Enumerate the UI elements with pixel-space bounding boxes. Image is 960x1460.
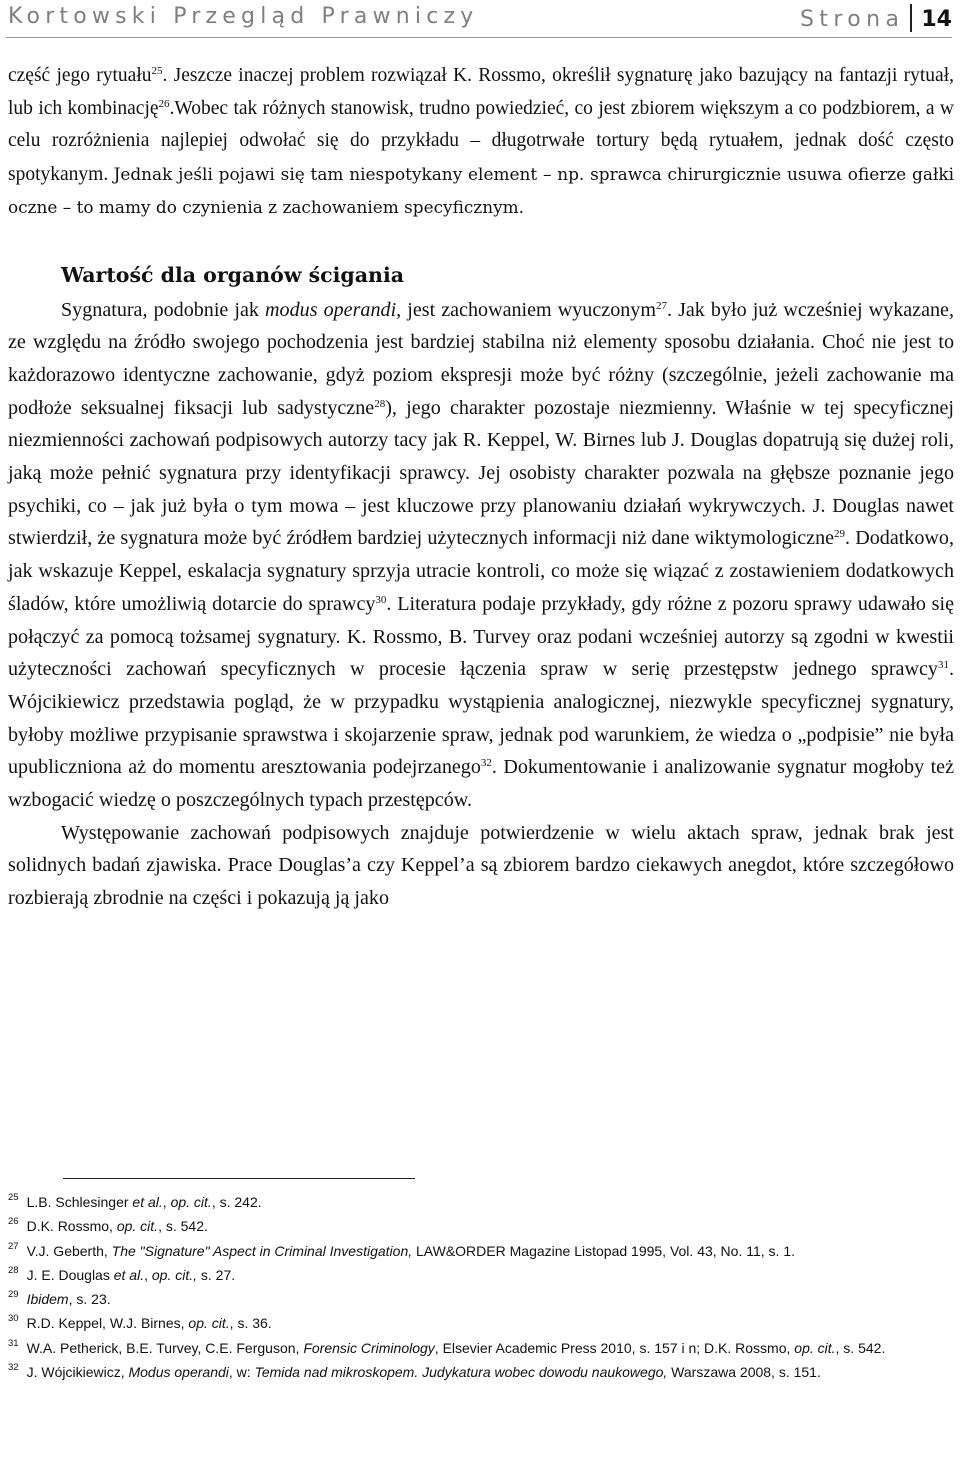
paragraph-1	[8, 60, 954, 225]
footnote-number: 31	[8, 1337, 19, 1349]
text-span: W.A. Petherick, B.E. Turvey, C.E. Ferguson,	[26, 1339, 304, 1356]
text-span: . Dodatkowo, jak wskazuje Keppel, eskalacja sygnatury sprzyja utracie kontroli, co może się wiązać z zostawieniem dodatkowych śladów, które umożliwią dotarcie do sprawcy	[8, 527, 955, 615]
text-span: , s. 542.	[158, 1218, 208, 1235]
footnotes	[8, 1190, 956, 1384]
text-span: et al.	[113, 1266, 145, 1283]
text-span: . Jeszcze inaczej problem rozwiązał K. Rossmo, określił sygnaturę jako bazujący na fantazji rytuał, lub ich kombinację	[8, 65, 954, 119]
footnote-ref[interactable]: 28	[374, 397, 386, 410]
text-span: ,	[144, 1266, 152, 1283]
header-rule	[6, 37, 952, 38]
footnote	[8, 1360, 956, 1384]
footnote	[8, 1190, 956, 1214]
main-text	[8, 60, 954, 915]
text-span: . Wójcikiewicz przedstawia pogląd, że w przypadku wystąpienia analogicznej, niezwykle specyficznej sygnatury, byłoby możliwe przypisanie sprawstwa i skojarzenie spraw, jednak pod warunkiem, że wiedza o „podpisie” nie była upubliczniona aż do momentu aresztowania podejrzanego	[8, 658, 954, 779]
text-span: op. cit.	[116, 1218, 159, 1235]
footnote-number: 26	[8, 1216, 19, 1228]
text-span: J. E. Douglas	[26, 1266, 114, 1283]
footnote-number: 30	[8, 1313, 19, 1325]
text-span: , s. 23.	[68, 1291, 111, 1308]
footnote	[8, 1336, 956, 1360]
footnote-separator	[63, 1178, 415, 1179]
text-span: modus operandi,	[265, 298, 402, 321]
text-span: , s. 36.	[229, 1315, 272, 1332]
page-label: Strona	[799, 7, 905, 32]
footnote-ref[interactable]: 30	[375, 593, 387, 606]
text-span: część jego rytuału	[8, 65, 152, 86]
text-span: The "Signature" Aspect in Criminal Investigation,	[111, 1242, 413, 1259]
text-span: , s. 542.	[835, 1339, 886, 1356]
text-span: Ibidem	[26, 1291, 69, 1308]
text-span: , s. 242.	[211, 1194, 262, 1210]
text-span: ,	[162, 1194, 171, 1210]
paragraph-2	[8, 294, 954, 817]
text-span: jest zachowaniem wyuczonym	[401, 298, 656, 321]
footnote-number: 29	[8, 1289, 19, 1301]
text-span: Forensic Criminology	[303, 1339, 435, 1356]
footnote-ref[interactable]: 32	[480, 757, 492, 770]
footnote-ref[interactable]: 26	[158, 97, 170, 110]
text-span: Choć nie jest to każdorazowo identyczne zachowanie, gdyż poziom ekspresji może być różny (szczególnie, jeżeli zachowanie ma podłoże seksualnej fiksacji lub sadystyczne	[8, 331, 954, 419]
section-heading: Wartość dla organów ścigania	[61, 262, 405, 287]
footnote	[8, 1263, 956, 1287]
text-span: , w:	[228, 1364, 255, 1381]
text-span: Jednak jeśli pojawi się tam niespotykany element – np. sprawca chirurgicznie usuwa ofierze gałki oczne – to mamy do czynienia z zachowaniem specyficznym.	[8, 163, 954, 217]
footnote-ref[interactable]: 25	[151, 65, 163, 77]
text-span: V.J. Geberth,	[26, 1242, 112, 1259]
text-span: et al.	[132, 1194, 163, 1210]
text-span: R.D. Keppel, W.J. Birnes,	[26, 1315, 189, 1332]
footnote	[8, 1239, 956, 1263]
text-span: op. cit.	[794, 1339, 836, 1356]
journal-title: Kortowski Przegląd Prawniczy	[8, 4, 479, 29]
footnote-ref[interactable]: 27	[655, 299, 667, 312]
text-span: .Wobec tak różnych stanowisk, trudno powiedzieć, co jest zbiorem większym a co podzbiorem, a w celu rozróżnienia najlepiej odwołać się do przykładu – długotrwałe tortury będą rytuałem, jednak dość często spotykanym.	[8, 97, 954, 185]
text-span: . Jak było już wcześniej wykazane, ze względu na źródło swojego pochodzenia jest bardziej stabilna niż elementy sposobu działania.	[8, 298, 954, 354]
footnote	[8, 1214, 956, 1238]
paragraph-3: Występowanie zachowań podpisowych znajduje potwierdzenie w wielu aktach spraw, jednak brak jest solidnych badań zjawiska. Prace Douglas’a czy Keppel’a są zbiorem bardzo ciekawych anegdot, które szczegółowo rozbierają zbrodnie na części i pokazują ją jako	[8, 821, 954, 910]
page-indicator	[800, 4, 952, 32]
footnote-number: 27	[8, 1240, 19, 1252]
text-span: Sygnatura, podobnie jak	[61, 298, 266, 321]
text-span: Modus operandi	[128, 1364, 229, 1381]
text-span: L.B. Schlesinger	[26, 1194, 133, 1210]
text-span: s. 27.	[197, 1266, 236, 1283]
footnote-ref[interactable]: 31	[937, 659, 949, 672]
text-span: LAW&ORDER Magazine Listopad 1995, Vol. 43, No. 11, s. 1.	[412, 1242, 795, 1259]
footnote-number: 32	[8, 1362, 19, 1374]
page-number: 14	[921, 7, 952, 32]
footnote-number: 25	[8, 1192, 19, 1203]
footnote	[8, 1287, 956, 1311]
text-span: Temida nad mikroskopem. Judykatura wobec dowodu naukowego,	[254, 1364, 668, 1381]
text-span: . Dokumentowanie i analizowanie sygnatur mogłoby też wzbogacić wiedzę o poszczególnych typach przestępców.	[8, 756, 954, 812]
text-span: op. cit.,	[151, 1266, 198, 1283]
footnote-number: 28	[8, 1264, 19, 1276]
text-span: ), jego charakter pozostaje niezmienny. Właśnie w tej specyficznej niezmienności zachowań podpisowych autorzy tacy jak R. Keppel, W. Birnes lub J. Douglas dopatrują się dużej roli, jaką może pełnić sygnatura przy identyfikacji sprawcy. Jej osobisty charakter pozwala na głębsze poznanie jego psychiki, co – jak już była o tym mowa – jest kluczowe przy planowaniu działań wykrywczych. J. Douglas nawet stwierdził, że sygnatura może być źródłem bardziej użytecznych informacji niż dane wiktymologiczne	[8, 396, 954, 550]
text-span: op. cit.	[170, 1194, 212, 1210]
text-span: Warszawa 2008, s. 151.	[667, 1364, 821, 1381]
footnote-ref[interactable]: 29	[834, 528, 846, 541]
text-span: op. cit.	[188, 1315, 230, 1332]
header-divider	[910, 4, 912, 32]
text-span: , Elsevier Academic Press 2010, s. 157 i n; D.K. Rossmo,	[434, 1339, 795, 1356]
page-header	[6, 0, 952, 37]
text-span: . Literatura podaje przykłady, gdy różne z pozoru sprawy udawało się połączyć za pomocą tożsamej sygnatury. K. Rossmo, B. Turvey oraz podani wcześniej autorzy są zgodni w kwestii użyteczności zachowań specyficznych w procesie łączenia spraw w serię przestępstw jednego sprawcy	[8, 592, 955, 681]
text-span: D.K. Rossmo,	[26, 1218, 117, 1235]
footnote	[8, 1311, 956, 1335]
text-span: J. Wójcikiewicz,	[26, 1364, 129, 1381]
